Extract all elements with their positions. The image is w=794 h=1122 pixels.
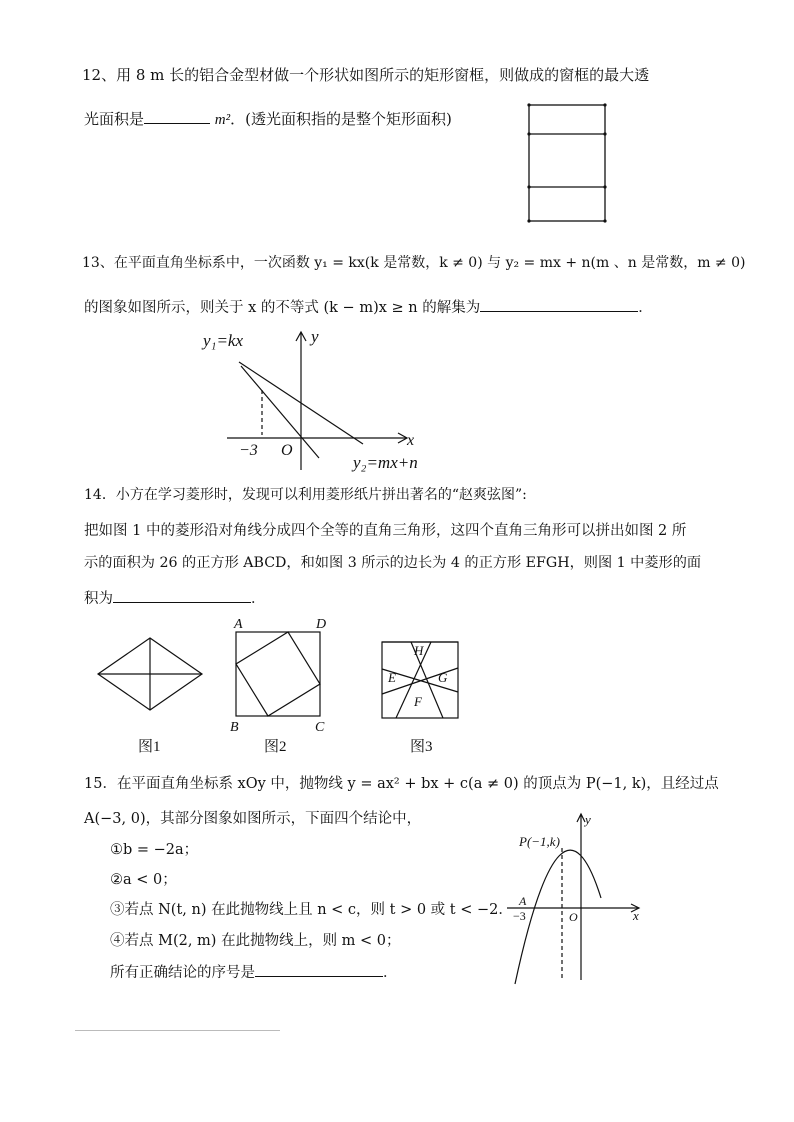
- q13-origin-label: O: [281, 442, 293, 459]
- q12-unit: m²: [214, 112, 231, 128]
- q14-fig3-caption: 图3: [410, 739, 433, 755]
- q15-last-line: [110, 961, 398, 982]
- q15-parabola-curve: [515, 850, 601, 984]
- q14-line1: 14．小方在学习菱形时，发现可以利用菱形纸片拼出著名的“赵爽弦图”:: [84, 487, 527, 503]
- q13-graph: [195, 322, 445, 474]
- q12-line2-pre: 光面积是: [84, 110, 145, 128]
- q13-line2-pre: 的图象如图所示，则关于 x 的不等式 (k − m)x ≥ n 的解集为: [84, 300, 481, 316]
- q15-item4: ④若点 M(2, m) 在此抛物线上，则 m < 0；: [110, 933, 401, 949]
- q13-line2: [84, 296, 653, 317]
- q15-last-pre: 所有正确结论的序号是: [110, 965, 255, 981]
- q13-tick-neg3: −3: [239, 442, 258, 459]
- q15-item2: ②a < 0；: [110, 872, 177, 888]
- window-frame: [529, 105, 605, 221]
- q14-line2: 把如图 1 中的菱形沿对角线分成四个全等的直角三角形，这四个直角三角形可以拼出如图 2 所: [84, 523, 687, 539]
- q12-line2: [84, 108, 452, 129]
- q15-origin-label: O: [569, 910, 578, 924]
- q15-label-x-axis: x: [633, 908, 639, 923]
- q14-fig3-label-E: E: [388, 670, 396, 685]
- q15-last-post: ．: [383, 965, 398, 981]
- q13-label-y-axis: y: [311, 327, 319, 346]
- q13-label-y2: y₂=mx+n: [353, 453, 418, 472]
- q14-answer-blank: [113, 588, 251, 603]
- q12-answer-blank: [144, 109, 210, 124]
- q15-label-P: P(−1,k): [519, 834, 560, 849]
- q14-fig1-rhombus: [98, 638, 202, 710]
- q14-fig2-label-C: C: [315, 720, 325, 735]
- q15-parabola-graph: [505, 808, 645, 986]
- q14-fig2-label-A: A: [234, 617, 243, 632]
- q14-fig1-caption: 图1: [138, 739, 161, 755]
- q14-line4-post: ．: [251, 591, 266, 607]
- q15-item1: ①b = −2a；: [110, 842, 199, 858]
- q14-line3: 示的面积为 26 的正方形 ABCD，和如图 3 所示的边长为 4 的正方形 EFGH，则图 1 中菱形的面: [84, 555, 702, 571]
- q12-line1: 12、用 8 m 长的铝合金型材做一个形状如图所示的矩形窗框，则做成的窗框的最大透: [82, 66, 650, 84]
- q14-figures: [90, 617, 470, 756]
- q14-fig2-label-B: B: [230, 720, 239, 735]
- q14-fig3-label-H: H: [414, 643, 424, 658]
- q13-label-x-axis: x: [407, 432, 415, 449]
- q13-label-y1: y₁=kx: [203, 331, 244, 350]
- q13-line2-post: ．: [638, 300, 653, 316]
- q15-label-A: A: [519, 894, 527, 908]
- q15-tick-neg3: −3: [513, 909, 526, 923]
- q14-fig3-label-F: F: [414, 694, 422, 709]
- q13-line1: 13、在平面直角坐标系中，一次函数 y₁ = kx(k 是常数，k ≠ 0) 与 y₂ = mx + n(m 、n 是常数，m ≠ 0): [82, 255, 746, 271]
- q12-window-figure: [524, 100, 610, 226]
- q15-line1: 15．在平面直角坐标系 xOy 中，抛物线 y = ax² + bx + c(a ≠ 0) 的顶点为 P(−1, k)，且经过点: [84, 776, 719, 792]
- q14-fig3-label-G: G: [438, 670, 448, 685]
- footer-rule: [75, 1030, 280, 1031]
- q14-fig2-label-D: D: [316, 617, 327, 632]
- q14-fig2-square: [236, 632, 320, 716]
- q14-line4: [84, 587, 266, 608]
- q15-item3: ③若点 N(t, n) 在此抛物线上且 n < c，则 t > 0 或 t < −2．: [110, 902, 513, 918]
- q13-answer-blank: [480, 297, 638, 312]
- q14-fig2-caption: 图2: [264, 739, 287, 755]
- q12-line2-post: ．(透光面积指的是整个矩形面积): [230, 110, 452, 128]
- q14-line4-pre: 积为: [84, 591, 113, 607]
- q15-label-y-axis: y: [585, 812, 591, 827]
- q15-line2: A(−3, 0)，其部分图象如图所示，下面四个结论中，: [84, 811, 422, 827]
- q15-answer-blank: [255, 962, 383, 977]
